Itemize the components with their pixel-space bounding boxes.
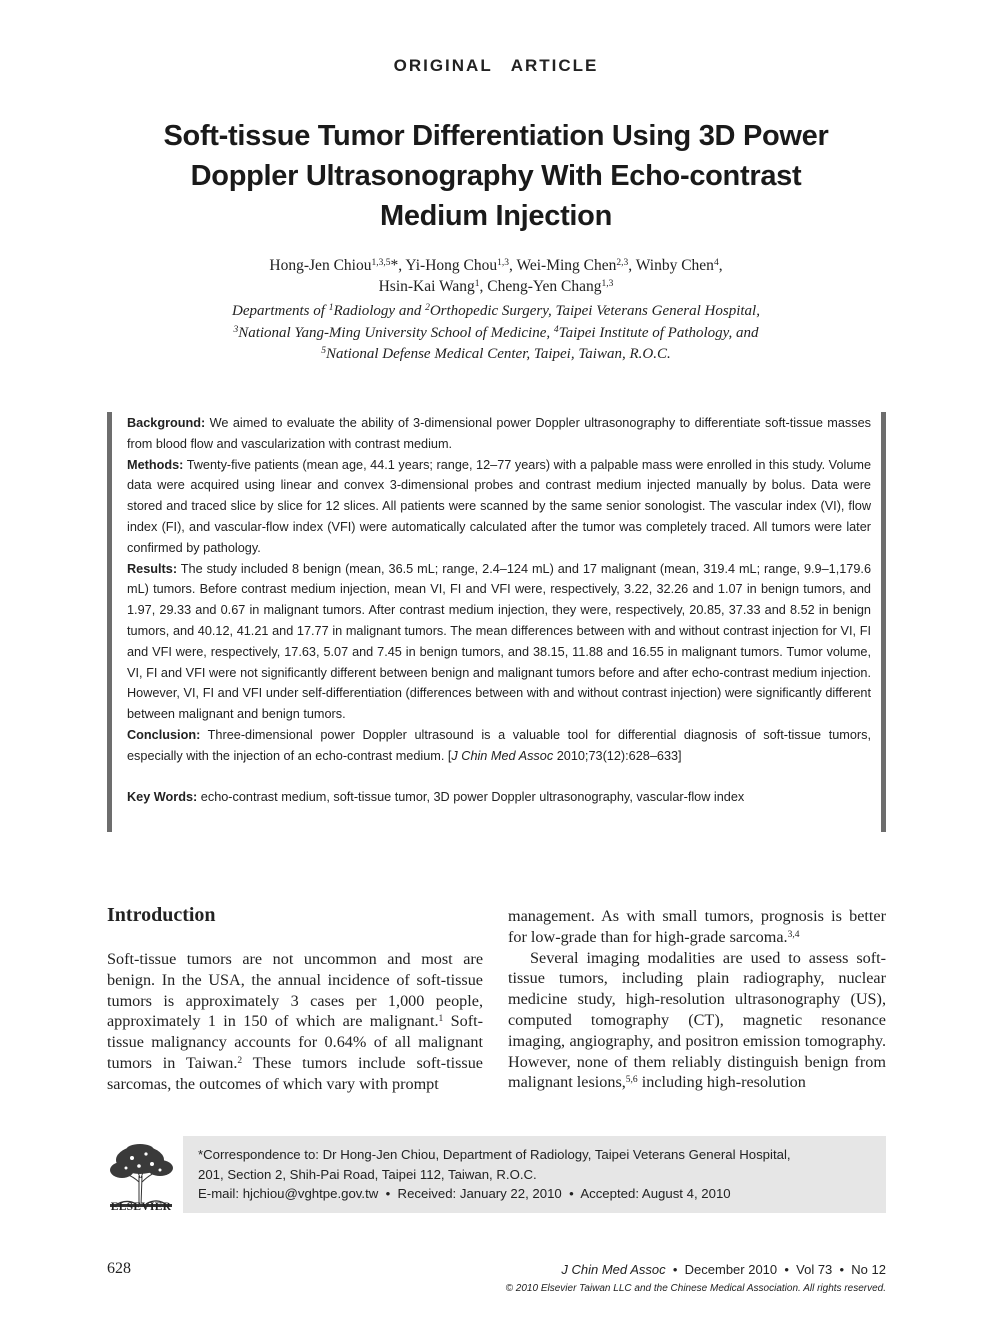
affiliation-sup: 3 bbox=[233, 324, 239, 335]
abstract-label: Key Words: bbox=[127, 789, 198, 804]
accepted-date: Accepted: August 4, 2010 bbox=[580, 1186, 731, 1201]
copyright-notice: © 2010 Elsevier Taiwan LLC and the Chinese Medical Association. All rights reserved. bbox=[505, 1283, 886, 1294]
article-type-word-2: ARTICLE bbox=[510, 56, 599, 75]
correspondence-line: *Correspondence to: Dr Hong-Jen Chiou, Department of Radiology, Taipei Veterans General Hospital, bbox=[198, 1147, 791, 1162]
author-name: Hsin-Kai Wang bbox=[378, 278, 475, 295]
body-column-left bbox=[107, 903, 483, 1095]
abstract-conclusion bbox=[127, 725, 871, 767]
citation-journal: J Chin Med Assoc bbox=[451, 748, 554, 763]
abstract-label: Methods: bbox=[127, 457, 184, 472]
abstract-label: Background: bbox=[127, 416, 206, 430]
abstract-results bbox=[127, 559, 871, 725]
body-column-right bbox=[508, 906, 886, 1093]
author-name: Hong-Jen Chiou bbox=[269, 257, 372, 274]
author-list: Hong-Jen Chiou$^{1,3,5}$*, Yi-Hong Chou$^{1,3}$, Wei-Ming Chen$^{2,3}$, Winby Chen$^4$, Hsin-Kai Wang$^1$, Cheng-Yen Chang$^{1,3}$ bbox=[269, 257, 723, 295]
affiliation-sup: 4 bbox=[553, 324, 559, 335]
title-line-2: Doppler Ultrasonography With Echo-contrast bbox=[190, 160, 802, 192]
affiliation-text: National Yang-Ming University School of Medicine, bbox=[238, 324, 554, 341]
body-text: including high-resolution bbox=[637, 1073, 806, 1092]
article-type-label bbox=[0, 56, 992, 76]
correspondence-box bbox=[183, 1136, 886, 1213]
author-affiliation-sup: 2,3 bbox=[616, 258, 629, 268]
title-line-3: Medium Injection bbox=[379, 200, 613, 232]
body-text: These tumors include soft-tissue sarcomas, the outcomes of which vary with prompt bbox=[107, 1053, 483, 1093]
abstract-box bbox=[107, 412, 886, 832]
body-text: Several imaging modalities are used to assess soft-tissue tumors, including plain radiography, nuclear medicine study, high-resolution ultrasonography (US), computed tomography (CT), magnetic resonance imaging, angiography, and positron emission tomography. However, none of them reliably distinguish benign from malignant lesions, bbox=[508, 948, 886, 1092]
citation-sup: 2 bbox=[237, 1055, 243, 1066]
citation-sup: 3,4 bbox=[787, 929, 800, 940]
body-paragraph bbox=[508, 906, 886, 948]
abstract-text: The study included 8 benign (mean, 36.5 mL; range, 2.4–124 mL) and 17 malignant (mean, 319.4 mL; range, 9.9–1,179.6 mL) tumors. Before contrast medium injection, mean VI, FI and VFI were, respectively, 3.22, 32.26 and 1.07 in benign tumors, and 1.97, 29.33 and 0.67 in malignant tumors. After contrast medium injection, they were, respectively, 20.85, 37.33 and 8.52 in benign tumors, and 40.12, 41.21 and 17.77 in malignant tumors. The mean differences between with and without contrast injection for VI, FI and VFI were, respectively, 17.63, 5.07 and 7.45 in benign tumors, and 38.15, 11.88 and 16.55 in malignant tumors. Tumor volume, VI, FI and VFI were not significantly different between benign and malignant tumors before and after echo-contrast medium injection. However, VI, FI and VFI under self-differentiation (differences between with and without contrast injection) were significantly different between malignant and benign tumors. bbox=[127, 561, 871, 722]
body-text: management. As with small tumors, prognosis is better for low-grade than for high-grade sarcoma. bbox=[508, 907, 886, 946]
publisher-logo-text: ELSEVIER bbox=[110, 1201, 172, 1213]
page-number: 628 bbox=[107, 1260, 131, 1277]
abstract-label: Conclusion: bbox=[127, 727, 201, 742]
affiliation-sup: 1 bbox=[328, 303, 334, 313]
issue-date: December 2010 bbox=[684, 1262, 778, 1277]
affiliation-text: Radiology and bbox=[333, 303, 426, 319]
correspondence-dates: E-mail: hjchiou@vghtpe.gov.tw • Received: January 22, 2010 • Accepted: August 4, 2010 bbox=[198, 1186, 731, 1201]
author-name: Winby Chen bbox=[635, 257, 714, 274]
abstract-text: Twenty-five patients (mean age, 44.1 years; range, 12–77 years) with a palpable mass were enrolled in this study. Volume data were acquired using linear and convex 3-dimensional probes and contrast medium injected manually by bolus. Data were stored and traced slice by slice for 12 slices. All patients were scanned by the same senior sonologist. The vascular index (VI), flow index (FI), and vascular-flow index (VFI) were automatically calculated after the tumor was completely traced. All tumors were later confirmed by pathology. bbox=[127, 457, 871, 555]
affiliations bbox=[96, 301, 896, 366]
volume: Vol 73 bbox=[796, 1262, 833, 1277]
citation-sup: 5,6 bbox=[625, 1075, 638, 1086]
author-affiliation-sup: 1,3 bbox=[601, 279, 614, 289]
author-affiliation-sup: 1,3 bbox=[497, 258, 509, 268]
affiliation-text: Taipei Institute of Pathology, and bbox=[558, 324, 759, 341]
author-affiliation-sup: 4 bbox=[713, 258, 719, 268]
journal-footer: J Chin Med Assoc • December 2010 • Vol 73 • No 12 bbox=[561, 1262, 886, 1277]
author-affiliation-sup: 1 bbox=[474, 279, 480, 289]
body-paragraph bbox=[508, 948, 886, 1094]
abstract-text: We aimed to evaluate the ability of 3-dimensional power Doppler ultrasonography to differentiate soft-tissue masses from blood flow and vascularization with contrast medium. bbox=[127, 416, 871, 451]
abstract-label: Results: bbox=[127, 561, 178, 576]
abstract-background bbox=[127, 413, 871, 455]
keywords-text: echo-contrast medium, soft-tissue tumor, 3D power Doppler ultrasonography, vascular-flow index bbox=[200, 789, 745, 804]
issue-number: No 12 bbox=[851, 1262, 886, 1277]
affiliation-sup: 2 bbox=[425, 303, 430, 313]
author-name: Cheng-Yen Chang bbox=[487, 278, 602, 295]
article-type-word-1: ORIGINAL bbox=[393, 56, 493, 75]
abstract-text: Three-dimensional power Doppler ultrasound is a valuable tool for differential diagnosis of soft-tissue tumors, especially with the injection of an echo-contrast medium. [ bbox=[127, 727, 871, 763]
journal-name: J Chin Med Assoc bbox=[561, 1262, 666, 1277]
affiliation-sup: 5 bbox=[321, 346, 326, 356]
section-heading: Introduction bbox=[107, 904, 216, 926]
affiliation-text: National Defense Medical Center, Taipei, Taiwan, R.O.C. bbox=[326, 346, 671, 362]
body-text: Soft-tissue malignancy accounts for 0.64% of all malignant tumors in Taiwan. bbox=[107, 1012, 483, 1072]
citation-sup: 1 bbox=[438, 1014, 444, 1025]
correspondence-line: 201, Section 2, Shih-Pai Road, Taipei 112, Taiwan, R.O.C. bbox=[198, 1166, 537, 1182]
received-date: Received: January 22, 2010 bbox=[397, 1186, 562, 1201]
affiliation-prefix: Departments of bbox=[232, 303, 329, 319]
article-title bbox=[96, 116, 896, 236]
corresponding-mark: * bbox=[390, 257, 399, 274]
affiliation-text: Orthopedic Surgery, Taipei Veterans General Hospital, bbox=[429, 303, 760, 319]
citation-details: 2010;73(12):628–633] bbox=[553, 748, 682, 763]
author-name: Wei-Ming Chen bbox=[516, 257, 617, 274]
body-text: Soft-tissue tumors are not uncommon and most are benign. In the USA, the annual incidence of soft-tissue tumors is approximately 3 cases per 1,000 people, approximately 1 in 150 of which are malignant. bbox=[107, 950, 483, 1031]
body-paragraph bbox=[107, 949, 483, 1095]
author-affiliation-sup: 1,3,5 bbox=[371, 258, 391, 268]
abstract-keywords bbox=[127, 787, 871, 808]
title-line-1: Soft-tissue Tumor Differentiation Using 3D Power bbox=[163, 120, 829, 152]
abstract-methods bbox=[127, 455, 871, 559]
author-name: Yi-Hong Chou bbox=[405, 257, 498, 274]
correspondence-email[interactable]: E-mail: hjchiou@vghtpe.gov.tw bbox=[198, 1186, 379, 1201]
